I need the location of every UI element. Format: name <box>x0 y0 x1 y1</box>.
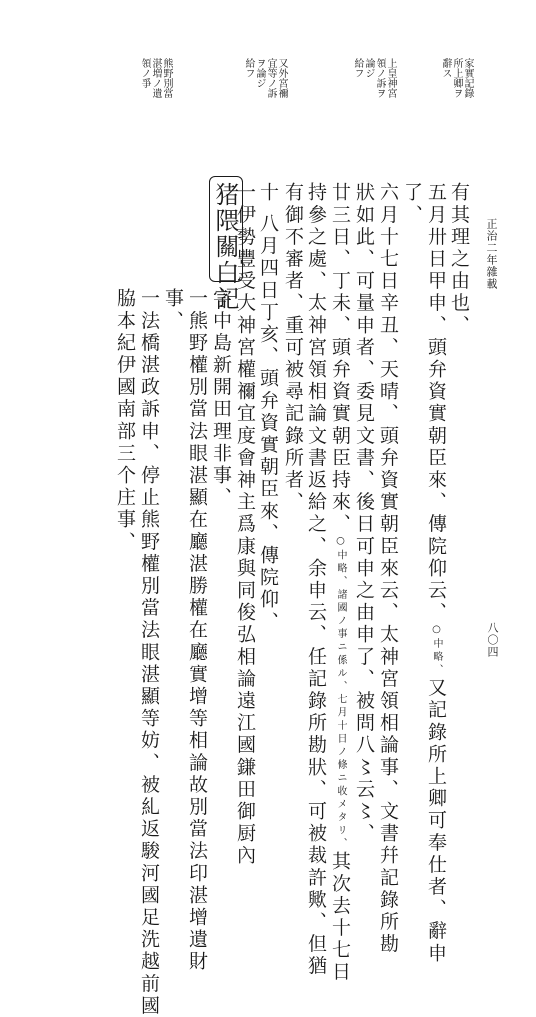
marginal-note-line: 湛増ノ遺 <box>150 58 161 98</box>
marginal-note-line: 辭ス <box>440 58 451 78</box>
text-line <box>305 182 327 978</box>
text-run: 有其理之由也、 <box>448 182 470 337</box>
section-title: 猪隈關白記 <box>211 182 239 312</box>
running-title: 正治二年雜載 <box>485 218 498 290</box>
marginal-note-line: 領ノ爭 <box>139 58 150 88</box>
text-run: 一法橋湛政訴申、停止熊野權別當法眼湛顯等妨、被糺返駿河國足洗越前國 <box>138 288 160 1017</box>
marginal-note-line: 家實記錄 <box>462 58 473 98</box>
marginal-note-line: 上皇神宮 <box>385 58 396 98</box>
text-run: 一伊勢豐受大神宮權禰宜度會神主爲康與同俊弘相論遠江國鎌田御厨內 <box>234 182 256 868</box>
inline-note: ○中略、 <box>431 624 442 678</box>
text-line <box>234 182 256 867</box>
text-run: 五月卅日甲申、頭弁資實朝臣來、傳院仰云、 <box>425 182 447 624</box>
text-line <box>329 182 351 984</box>
text-line <box>425 182 447 965</box>
text-line <box>257 182 279 633</box>
marginal-note-line: 論ジ <box>363 58 374 78</box>
text-run: 持參之處、太神宮領相論文書返給之、余申云、任記錄所勘狀、可被裁許歟、但猶 <box>305 182 327 978</box>
text-line <box>210 288 232 509</box>
text-line <box>401 182 423 226</box>
text-line <box>282 182 304 514</box>
marginal-note-line: 又外宮禰 <box>276 58 287 98</box>
text-run: 廿三日、丁未、頭弁資實朝臣持來、 <box>329 182 351 536</box>
text-line <box>162 288 184 332</box>
marginal-note-line: 宜等ノ訴 <box>265 58 276 98</box>
page-number: 八〇四 <box>486 622 499 658</box>
text-run: 脇本紀伊國南部三个庄事、 <box>114 288 136 554</box>
text-run: 字中島新開田理非事、 <box>210 288 232 509</box>
text-run: 六月十七日辛丑、天晴、頭弁資實朝臣來云、太神宮領相論事、文書幷記錄所勘 <box>377 182 399 956</box>
marginal-note-line: 給フ <box>352 58 363 78</box>
text-line <box>353 182 375 845</box>
marginal-note-line: 所上卿ヲ <box>451 58 462 98</box>
marginal-note-line: 熊野別當 <box>161 58 172 98</box>
inline-note: ○中略、諸國ノ事ニ係ル、七月十日ノ條ニ收メタリ、 <box>335 535 346 852</box>
text-run: 十 八月四日丁亥、頭弁資實朝臣來、傳院仰、 <box>257 182 279 634</box>
text-run: 事、 <box>162 288 184 333</box>
text-line <box>138 288 160 1017</box>
text-line <box>186 288 208 973</box>
marginal-note-line: ヲ論ジ <box>254 58 265 88</box>
text-line <box>448 182 470 337</box>
marginal-note-line: 領ノ訴ヲ <box>374 58 385 98</box>
text-run: 其次去十七日 <box>329 851 351 984</box>
marginal-note <box>440 58 473 114</box>
text-run: 有御不審者、重可被尋記錄所者、 <box>282 182 304 514</box>
text-line <box>377 182 399 956</box>
marginal-note <box>243 58 287 114</box>
marginal-note-line: 給フ <box>243 58 254 78</box>
text-run: 又記錄所上卿可奉仕者、辭申 <box>425 677 447 965</box>
text-run: 一熊野權別當法眼湛顯在廳湛勝權在廳實增等相論故別當法印湛增遺財 <box>186 288 208 974</box>
marginal-note <box>352 58 396 114</box>
text-run: 狀如此、可量申者、委見文書、後日可申之由申了、被問八〻云〻、 <box>353 182 375 845</box>
text-line <box>114 288 136 553</box>
marginal-note <box>139 58 172 114</box>
text-run: 了、 <box>401 182 423 227</box>
